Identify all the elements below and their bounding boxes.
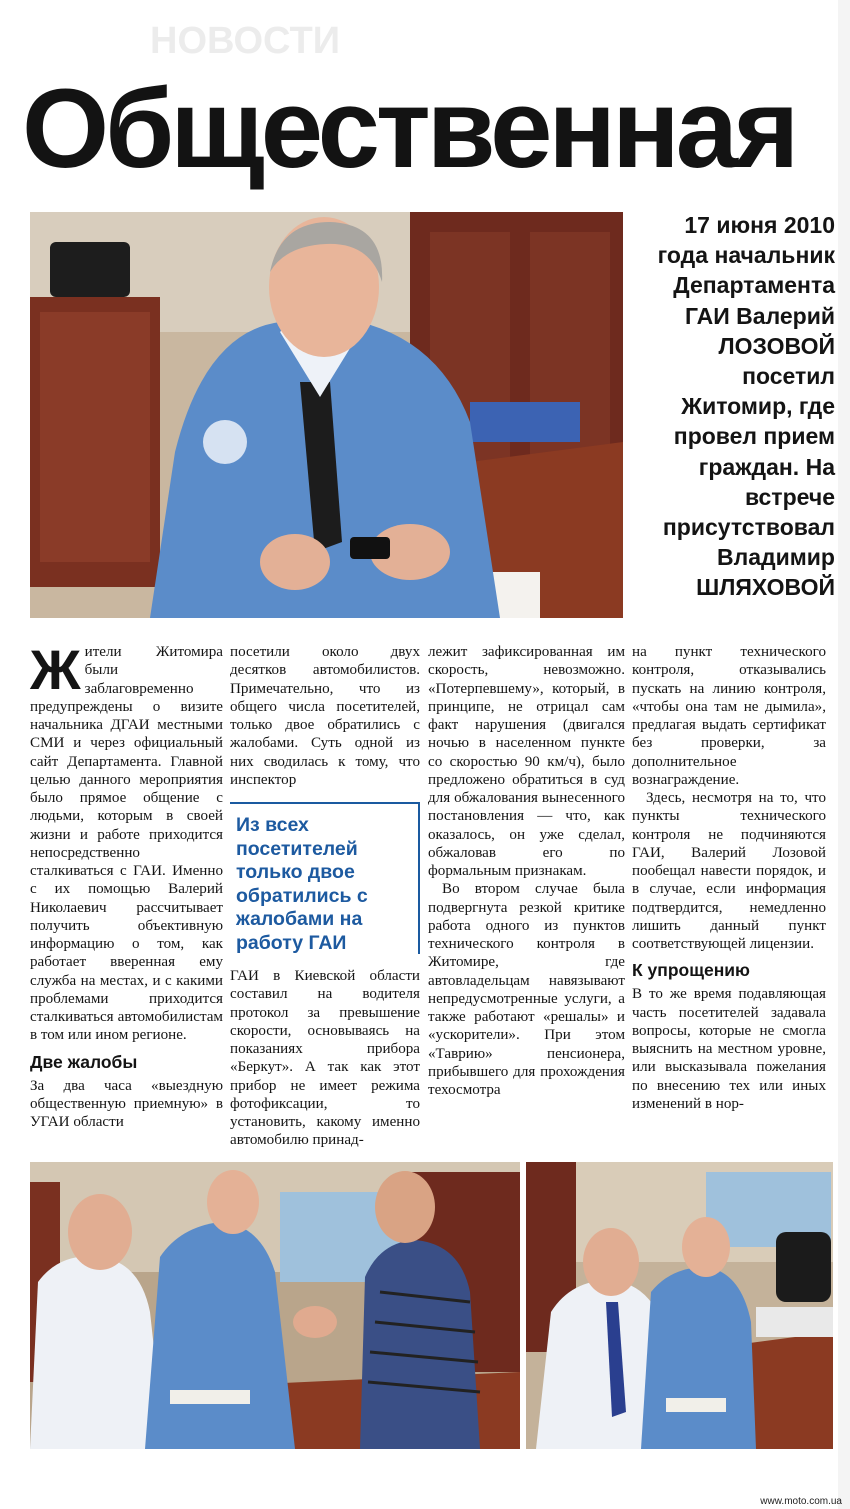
- subheading-simplification: К упрощению: [632, 960, 750, 981]
- lede-text: 17 июня 2010 года начальник Департамента ГАИ Валерий ЛОЗОВОЙ посетил Житомир, где провел прием граждан. На встрече присутствовал Владимир ШЛЯХОВОЙ: [657, 212, 835, 601]
- section-ghost-text: НОВОСТИ: [150, 20, 341, 62]
- pull-quote-rule: [418, 804, 420, 954]
- pull-quote-text: Из всех посетителей только двое обратились с жалобами на работу ГАИ: [236, 814, 368, 954]
- paragraph: ители Житомира были заблаговременно предупреждены о визите начальника ДГАИ местными СМИ и через официальный сайт Департамента. Главной целью данного мероприятия было прямое общение с людьми, которым в своей жизни и работе приходится непосредственно сталкиваться с ГАИ. Именно с их помощью Валерий Николаевич рассчитывает получить объективную информацию о том, как работает вверенная ему служба на местах, и с какими проблемами приходится сталкиваться автомобилистам в том или ином регионе.: [30, 644, 223, 1044]
- page-edge: [838, 0, 850, 1509]
- site-credit: www.moto.com.ua: [760, 1496, 842, 1507]
- column-4: [632, 643, 826, 1148]
- pull-quote: [230, 802, 420, 956]
- paragraph: лежит зафиксированная им скорость, невозможно. «Потерпевшему», который, в принципе, не отрицал сам факт нарушения (двигался ночью в населенном пункте со скоростью 90 км/ч), было предложено обратиться в суд для обжалования вынесенного постановления — что, как оказалось, он уже сделал, обжаловав его по формальным признакам.: [428, 644, 625, 879]
- paragraph: ГАИ в Киевской области составил на водителя протокол за превышение скорости, основываясь на показаниях прибора «Беркут». А так как этот прибор не имеет режима фотофиксации, то установить, какому именно автомобилю принад-: [230, 968, 420, 1149]
- drop-cap: Ж: [30, 638, 81, 701]
- paragraph: За два часа «выездную общественную приемную» в УГАИ области: [30, 1077, 223, 1130]
- main-photo: [30, 212, 623, 618]
- subheading-two-complaints: Две жалобы: [30, 1051, 138, 1072]
- column-2: [230, 643, 420, 803]
- paragraph: на пункт технического контроля, отказывались пускать на линию контроля, «чтобы она там не дымила», предлагая выдать сертификат без проверки, за дополнительное вознаграждение.: [632, 644, 826, 788]
- handshake-photo: [30, 1162, 520, 1449]
- column-3: [428, 643, 625, 1148]
- column-2-lower: [230, 967, 420, 1147]
- meeting-photo: [526, 1162, 833, 1449]
- column-1: [30, 638, 223, 1148]
- paragraph: посетили около двух десятков автомобилистов. Примечательно, что из общего числа посетителей, только двое обратились с жалобами. Суть одной из них сводилась к тому, что инспектор: [230, 644, 420, 788]
- paragraph: В то же время подавляющая часть посетителей задавала вопросы, которые не смогла выяснить на местном уровне, или высказывала пожелания по внесению тех или иных изменений в нор-: [632, 986, 826, 1112]
- paragraph: Здесь, несмотря на то, что пункты технического контроля не подчиняются ГАИ, Валерий Лозовой пообещал навести порядок, и в случае, если информация подтвердится, немедленно лишить данный пункт соответствующей лицензии.: [632, 790, 826, 952]
- headline: Общественная: [22, 66, 796, 191]
- paragraph: Во втором случае была подвергнута резкой критике работа одного из пунктов технического контроля в Житомире, где автовладельцам навязывают непредусмотренные услуги, а также работают «решалы» и «ускорители». При этом «Таврию» пенсионера, прибывшего для прохождения техосмотра: [428, 881, 625, 1098]
